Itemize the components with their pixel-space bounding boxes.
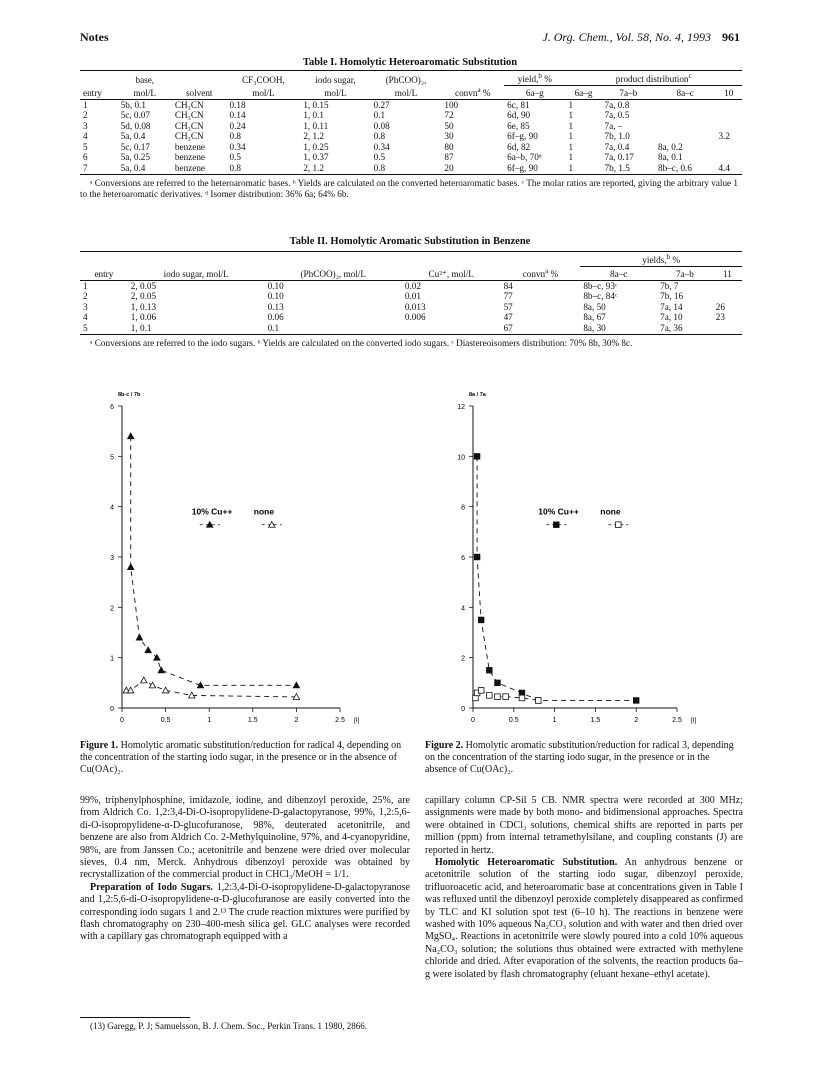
table1-cell: 7a, 0.8 [604, 99, 630, 110]
table1-cell: 1 [83, 99, 88, 110]
table1-cell: 5c, 0.07 [120, 110, 150, 121]
table1-cell: 1 [568, 131, 574, 142]
data-point [487, 693, 493, 699]
table1-cell: 0.8 [373, 131, 386, 142]
data-point [128, 564, 134, 570]
table1-cell: 30 [444, 131, 454, 142]
running-head-left: Notes [80, 30, 109, 44]
table1-cell: 7b, 1.5 [604, 162, 630, 173]
table1-cell: 6f–g, 90 [507, 162, 538, 173]
table1-cell: 8a, 0.1 [658, 152, 683, 163]
table1-cell: 0.08 [373, 120, 390, 131]
table1-footnote: ᵃ Conversions are referred to the heteroaromatic bases. ᵇ Yields are calculated on the converted heteroaromatic bases. ᶜ The molar ratios are reported, giving the arbitrary value 1 to the heteroaromatic derivatives. ᵈ Isomer distribution: 36% 6a; 64% 6b. [80, 178, 739, 200]
table1-cell: CH₃CN [174, 99, 204, 110]
table1-cell: 2, 1.2 [303, 131, 324, 142]
table1-col-10: 10 [724, 88, 734, 99]
table1-cell: 7a, 0.4 [604, 141, 630, 152]
table1-col-7a-b: 7a–b [619, 88, 638, 99]
x-axis-label: [I] [691, 717, 697, 724]
table1-col-base-unit: mol/L [133, 88, 157, 99]
table2-cell: 0.06 [267, 312, 284, 323]
table2-grid [80, 251, 742, 333]
table1-cell: 0.14 [229, 110, 246, 121]
table2-col-7a-b: 7a–b [676, 269, 694, 280]
right-paragraph-2: Homolytic Heteroaromatic Substitution. An anhydrous benzene or acetonitrile solution of the starting iodo sugar, dibenzoyl peroxide, trifluoroacetic acid, and heteroaromatic base at concentrations given in Table I was refluxed until the dibenzoyl peroxide completely disappeared as confirmed by TLC and KI solution spot test (6–10 h). The reactions in benzene were washed with 10% aqueous Na₂CO₃ solution and with water and then dried over MgSO₄. Reactions in acetonitrile were slowly poured into a cold 10% aqueous Na₂CO₃ solution; the solutions thus obtained were extracted with methylene chloride and dried. After evaporation of the solvents, the reaction products 6a–g were isolated by flash chromatography (eluant hexane–ethyl acetate). [425, 857, 744, 980]
table2-cell: 0.10 [267, 280, 284, 291]
table1-cell: 0.1 [373, 110, 386, 121]
table1-cell: 1, 0.25 [303, 141, 329, 152]
data-point [141, 677, 147, 683]
table1-cell: 6d, 90 [507, 110, 531, 121]
table2-cell [713, 280, 742, 291]
data-point [162, 687, 168, 693]
table1-cell: 0.8 [229, 162, 241, 173]
legend-label: none [600, 506, 621, 517]
table1-grid [80, 70, 742, 173]
data-point [633, 698, 639, 704]
table2-cell: 23 [715, 312, 725, 323]
table1-col-product-distribution: product distribution$^c$ [565, 71, 742, 86]
table2-cell: 26 [715, 301, 725, 312]
right-column [425, 795, 743, 981]
table2-cell: 8a, 30 [583, 322, 606, 333]
y-tick-label: 1 [110, 655, 114, 663]
table2-cell: 0.013 [404, 301, 426, 312]
table2-cell: 8b–c, 84ᶜ [583, 291, 618, 302]
table1-cell: 6a–b, 70ᵈ [507, 152, 542, 163]
table2-cell: 7a, 14 [660, 301, 683, 312]
table1-col-iodo: iodo sugar, [315, 74, 356, 85]
table1-col-convn: convn$^a$ % [455, 86, 491, 99]
x-tick-label: 2 [294, 717, 299, 724]
y-tick-label: 3 [110, 555, 114, 562]
table2-cell: 0.10 [267, 291, 284, 302]
table1-cell: 7a, – [604, 120, 623, 131]
table1-cell: 1 [568, 110, 574, 121]
data-point [478, 617, 484, 623]
table2-cell: 47 [503, 312, 513, 323]
table2-row [80, 302, 742, 313]
table1-col-entry: entry [83, 88, 102, 99]
table1-col-iodo-unit: mol/L [324, 88, 347, 99]
table1-cell [715, 99, 742, 110]
table2-col-iodo: iodo sugar, mol/L [163, 269, 229, 280]
table1-cell: CH₃CN [174, 131, 204, 142]
table1-cell: 1, 0.15 [303, 99, 329, 110]
data-point [495, 694, 501, 700]
table1-cell: 0.34 [229, 141, 246, 152]
table1-col-8a-c: 8a–c [676, 88, 694, 99]
y-tick-label: 2 [461, 655, 465, 663]
y-tick-label: 6 [110, 404, 114, 411]
table1-cell: 0.5 [229, 152, 241, 163]
table2-col-yields: yields,$^b$ % [580, 252, 742, 267]
data-point [136, 634, 142, 640]
table2-cell: 4 [83, 312, 88, 323]
table1-cell: benzene [174, 152, 205, 163]
figure1-caption: Figure 1. Homolytic aromatic substitution/reduction for radical 4, depending on the concentration of the starting iodo sugar, in the presence or in the absence of Cu(OAc)₂. [80, 740, 402, 775]
left-footnote: (13) Garegg, P. J; Samuelsson, B. J. Chem. Soc., Perkin Trans. 1 1980, 2866. [90, 1021, 368, 1031]
data-point [145, 647, 151, 653]
table1-cell: 0.27 [373, 99, 390, 110]
table1-col-yield: yield,$^b$ % [517, 72, 552, 85]
y-tick-label: 10 [457, 454, 465, 462]
table1-col-base: base, [135, 74, 155, 85]
footnote-rule [80, 1017, 190, 1018]
table2-col-phcoo: (PhCOO)₂, mol/L [300, 269, 366, 280]
table2-cell: 84 [503, 280, 513, 291]
table1-col-cf3cooh: CF₃COOH, [242, 74, 285, 85]
x-tick-label: 0 [471, 717, 475, 724]
table1 [80, 70, 742, 200]
y-tick-label: 4 [110, 504, 114, 512]
table1-cell: 5d, 0.08 [120, 120, 151, 131]
table2-cell: 57 [503, 301, 513, 312]
table1-row [80, 131, 742, 142]
table1-cell: 0.5 [373, 152, 386, 163]
table1-cell: 0.18 [229, 99, 246, 110]
table1-cell [715, 110, 742, 121]
table2-cell: 5 [83, 322, 88, 333]
table1-row [80, 142, 742, 153]
table1-col-yield-sub: 6a–g [504, 85, 565, 99]
table2-cell: 67 [503, 322, 513, 333]
table2-cell: 2, 0.05 [130, 291, 157, 302]
table1-cell: 6 [83, 152, 88, 163]
table1-cell: 7a, 0.5 [604, 110, 630, 121]
table1-cell: 2 [83, 110, 88, 121]
table2-cell: 1, 0.1 [130, 322, 152, 333]
y-tick-label: 2 [110, 605, 114, 613]
x-tick-label: 0.5 [508, 717, 519, 724]
table1-row [80, 163, 742, 174]
y-axis-label: 8b-c / 7b [118, 392, 141, 398]
x-tick-label: 2.5 [672, 717, 682, 724]
data-point [128, 433, 134, 439]
table2-cell [402, 323, 501, 334]
table1-cell: 3.2 [718, 131, 730, 142]
table2-row [80, 280, 742, 291]
table2-cell: 8b–c, 93ᶜ [583, 280, 618, 291]
table1-cell: 0.8 [373, 162, 386, 173]
x-axis-label: [I] [354, 717, 360, 724]
table2-col-entry: entry [94, 269, 114, 280]
table2-cell: 1, 0.13 [130, 301, 157, 312]
table1-cell: 5a, 0.25 [120, 152, 150, 163]
table1-cell: 5c, 0.17 [120, 141, 150, 152]
table1-cell: 1 [568, 120, 574, 131]
table1-cell: 0.8 [229, 131, 241, 142]
table1-cell: 1, 0.11 [303, 120, 329, 131]
data-point [519, 695, 525, 701]
table1-cell: 8a, 0.2 [658, 141, 683, 152]
legend-label: none [253, 506, 275, 517]
table1-cell: 80 [444, 141, 454, 152]
page-number: 961 [722, 30, 740, 44]
table1-cell [715, 121, 742, 132]
table1-cell [655, 131, 715, 142]
table1-cell: benzene [174, 141, 205, 152]
y-tick-label: 0 [461, 706, 465, 713]
table2 [80, 251, 742, 349]
legend-marker [553, 522, 559, 528]
left-column [80, 795, 410, 944]
left-paragraph-1: 99%, triphenylphosphine, imidazole, iodine, and dibenzoyl peroxide, 25%, are from Aldrich Co. 1,2:3,4-Di-O-isopropylidene-D-galactopyranose, 99%, 1,2:5,6-di-O-isopropylidene-α-D-glucofuranose, 98%, deuterated acetonitrile, and benzene are also from Aldrich Co. 2-Methylquinoline, 97%, and 4-cyanopyridine, 98%, are from Janssen Co.; acetonitrile and benzene were dried over molecular sieves, 0.4 nm, Merck. Anhydrous dibenzoyl peroxide was obtained by recrystallization of the commercial product in CHCl₃/MeOH = 1/1. [80, 795, 410, 881]
series-line [477, 456, 636, 700]
data-point [149, 682, 155, 688]
table2-cell: 7a, 10 [660, 312, 683, 323]
x-tick-label: 2.5 [335, 717, 345, 724]
table1-cell: 6d, 82 [507, 141, 531, 152]
table1-cell: 8b–c, 0.6 [658, 162, 692, 173]
table2-body [80, 280, 742, 333]
table2-cell: 77 [503, 291, 513, 302]
table1-cell [715, 142, 742, 153]
y-axis-label: 8a / 7a [469, 392, 486, 398]
table1-cell [655, 99, 715, 110]
table1-col-solvent: solvent [185, 88, 213, 99]
legend-label: 10% Cu++ [191, 506, 233, 517]
running-head-right [542, 30, 740, 45]
y-tick-label: 5 [110, 454, 114, 462]
table1-cell: 72 [444, 110, 454, 121]
table1-row [80, 110, 742, 121]
table2-col-convn: convn$^a$ % [522, 267, 559, 280]
table1-cell: 87 [444, 152, 454, 163]
data-point [503, 694, 509, 700]
table2-row [80, 291, 742, 302]
table2-cell: 7b, 16 [660, 291, 684, 302]
table1-cell: 4.4 [718, 162, 730, 173]
table1-cell: 3 [83, 120, 88, 131]
table1-col-cf3cooh-unit: mol/L [252, 88, 275, 99]
table1-cell: CH₃CN [174, 110, 204, 121]
table1-cell [655, 110, 715, 121]
table1-row [80, 99, 742, 110]
table2-col-cu: Cu²⁺, mol/L [428, 269, 474, 280]
table2-title: Table II. Homolytic Aromatic Substitution in Benzene [289, 236, 531, 247]
data-point [495, 680, 501, 686]
data-point [158, 667, 164, 673]
series-line [131, 436, 297, 685]
table1-cell: 1 [568, 99, 574, 110]
table1-cell: 4 [83, 131, 88, 142]
table1-cell: 2, 1.2 [303, 162, 324, 173]
table1-cell: benzene [174, 162, 205, 173]
table1-body [80, 99, 742, 173]
x-tick-label: 1.5 [590, 717, 601, 724]
table2-cell: 0.13 [267, 301, 284, 312]
y-tick-label: 12 [457, 404, 465, 411]
data-point [478, 688, 484, 694]
table1-cell: 6e, 85 [507, 120, 530, 131]
table1-cell: CH₃CN [174, 120, 204, 131]
table1-cell: 5 [83, 141, 88, 152]
x-tick-label: 1.5 [247, 717, 258, 724]
y-tick-label: 8 [461, 504, 465, 512]
table1-cell: 1, 0.37 [303, 152, 329, 163]
y-tick-label: 4 [461, 605, 465, 613]
table2-footnote: ᵃ Conversions are referred to the iodo sugars. ᵇ Yields are calculated on the converted iodo sugars. ᶜ Diastereoisomers distribution: 70% 8b, 30% 8c. [90, 338, 633, 349]
table1-cell: 6f–g, 90 [507, 131, 538, 142]
table2-cell: 0.01 [404, 291, 421, 302]
figure1-chart [80, 392, 410, 732]
table1-cell: 0.34 [373, 141, 390, 152]
x-tick-label: 2 [634, 717, 639, 724]
table1-cell: 1 [568, 152, 574, 163]
table1-cell: 5a, 0.4 [120, 131, 146, 142]
table2-cell [713, 291, 742, 302]
x-tick-label: 0.5 [160, 717, 171, 724]
left-paragraph-2: Preparation of Iodo Sugars. 1,2:3,4-Di-O-isopropylidene-D-galactopyranose and 1,2:5,6-di-O-isopropylidene-α-D-glucofuranose are easily converted into the corresponding iodo sugars 1 and 2.¹³ The crude reaction mixtures were purified by flash chromatography on 230–400-mesh silica gel. GLC analyses were recorded with a capillary gas chromatograph equipped with a [80, 881, 410, 943]
x-tick-label: 1 [207, 717, 212, 724]
table2-cell: 0.1 [267, 322, 280, 333]
table2-cell: 0.006 [404, 312, 426, 323]
table1-cell [655, 121, 715, 132]
table1-cell: 1 [568, 141, 574, 152]
table2-cell: 8a, 67 [583, 312, 606, 323]
data-point [474, 554, 480, 560]
data-point [487, 667, 493, 673]
journal-citation: J. Org. Chem., Vol. 58, No. 4, 1993 [542, 30, 711, 44]
table2-row [80, 312, 742, 323]
table1-cell: 1 [568, 162, 574, 173]
data-point [293, 682, 299, 688]
y-tick-label: 0 [110, 706, 114, 713]
legend-marker [615, 522, 621, 528]
table2-cell: 7b, 7 [660, 280, 679, 291]
table2-cell: 3 [83, 301, 88, 312]
table1-cell: 100 [444, 99, 459, 110]
table2-cell: 2, 0.05 [130, 280, 157, 291]
table1-cell: 7b, 1.0 [604, 131, 630, 142]
table2-cell: 8a, 50 [583, 301, 606, 312]
right-paragraph-1: capillary column CP-Sil 5 CB. NMR spectra were recorded at 300 MHz; assignments were made by both mono- and bidimensional approaches. Spectra were obtained in CDCl₃ solutions, chemical shifts are reported in parts per million (ppm) from internal tetramethylsilane, and coupling constants (J) are reported in hertz. [425, 795, 743, 856]
data-point [535, 698, 541, 704]
table2-col-8a-c: 8a–c [610, 269, 628, 280]
table2-cell: 1 [83, 280, 88, 291]
table1-cell: 6c, 81 [507, 99, 530, 110]
table2-cell [713, 323, 742, 334]
figure2-caption: Figure 2. Homolytic aromatic substitution/reduction for radical 3, depending on the concentration of the starting iodo sugar, in the presence or in the absence of Cu(OAc)₂. [425, 740, 734, 775]
table2-row [80, 323, 742, 334]
table1-cell: 20 [444, 162, 454, 173]
table2-cell: 2 [83, 291, 88, 302]
table1-row [80, 121, 742, 132]
table2-col-11: 11 [722, 269, 732, 280]
table1-col-phcoo: (PhCOO)₂, [385, 74, 427, 85]
table1-cell: 0.24 [229, 120, 246, 131]
legend-label: 10% Cu++ [538, 506, 579, 517]
x-tick-label: 0 [120, 717, 124, 724]
table2-cell: 1, 0.06 [130, 312, 157, 323]
table1-cell: 5a, 0.4 [120, 162, 146, 173]
table1-cell: 5b, 0.1 [120, 99, 146, 110]
y-tick-label: 6 [461, 555, 465, 562]
data-point [197, 682, 203, 688]
figure2-chart [425, 392, 745, 732]
table1-title: Table I. Homolytic Heteroaromatic Substitution [302, 57, 518, 68]
table1-row [80, 152, 742, 163]
table1-cell: 7a, 0.17 [604, 152, 634, 163]
table1-cell: 50 [444, 120, 454, 131]
x-tick-label: 1 [552, 717, 557, 724]
table1-col-6a-g: 6a–g [574, 88, 593, 99]
table2-cell: 0.02 [404, 280, 421, 291]
table2-cell: 7a, 36 [660, 322, 683, 333]
table1-cell: 7 [83, 162, 88, 173]
table1-col-phcoo-unit: mol/L [394, 88, 418, 99]
table1-cell: 1, 0.1 [303, 110, 324, 121]
table1-cell [715, 152, 742, 163]
data-point [474, 454, 480, 460]
